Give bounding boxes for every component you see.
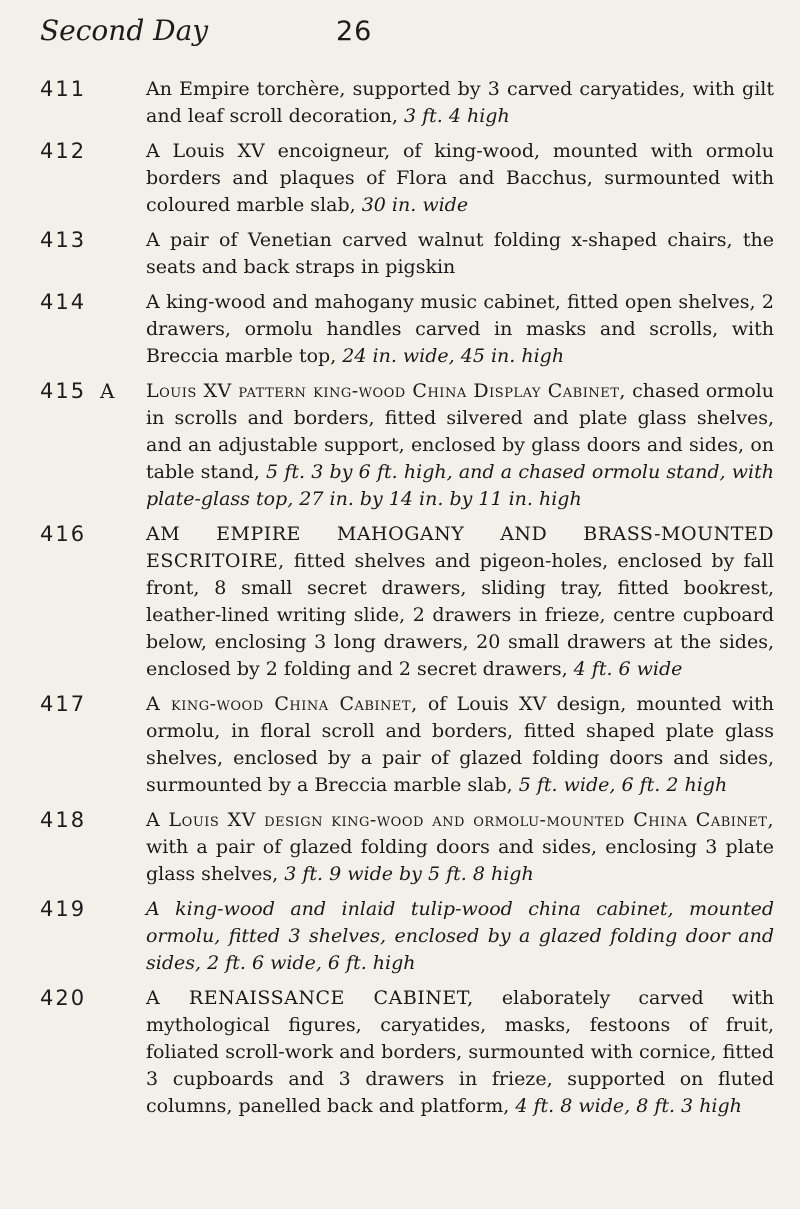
lot-text: A Louis XV encoigneur, of king-wood, mounted with ormolu borders and plaques of Flora and Bacchus, surmounted with coloured marble slab, <box>146 140 774 216</box>
lot-entry <box>40 289 774 370</box>
page-number: 26 <box>336 16 373 47</box>
lot-text: elaborately carved with mythological figures, caryatides, masks, festoons of fruit, foliated scroll-work and borders, surmounted with cornice, fitted 3 cupboards and 3 drawers in frieze, supported on fluted columns, panelled back and platform, <box>146 987 774 1117</box>
lot-description <box>146 691 774 799</box>
lot-description <box>146 227 774 281</box>
lot-entry <box>40 985 774 1120</box>
lot-prefix: A <box>100 379 115 403</box>
lot-entry <box>40 807 774 888</box>
page-header <box>40 14 774 66</box>
lot-number: 414 <box>40 290 87 314</box>
lot-dimensions: 4 ft. 6 wide <box>573 658 683 680</box>
lot-number: 415 <box>40 379 87 403</box>
lot-text: An Empire torchère, supported by 3 carved caryatides, with gilt and leaf scroll decoration, <box>146 78 774 127</box>
lot-text: of Louis XV design, mounted with ormolu, in floral scroll and borders, fitted shaped plate glass shelves, enclosed by a pair of glazed folding doors and sides, surmounted by a Breccia marble slab, <box>146 693 774 796</box>
lot-lead: Louis XV pattern king-wood China Display Cabinet, <box>146 380 626 402</box>
lot-description <box>146 807 774 888</box>
lot-text: A king-wood and mahogany music cabinet, fitted open shelves, 2 drawers, ormolu handles carved in masks and scrolls, with Breccia marble top, <box>146 291 774 367</box>
lot-dimensions: 5 ft. 3 by 6 ft. high, and a chased ormolu stand, with plate-glass top, 27 in. by 14 in. by 11 in. high <box>146 461 774 510</box>
lot-entry <box>40 227 774 281</box>
lot-entry <box>40 76 774 130</box>
lot-dimensions: 2 ft. 6 wide, 6 ft. high <box>207 952 416 974</box>
lot-description <box>146 896 774 977</box>
lot-lead: AM EMPIRE MAHOGANY AND BRASS-MOUNTED ESCRITOIRE, <box>146 523 774 572</box>
lot-lead: A Louis XV design king-wood and ormolu-mounted China Cabinet, <box>146 809 774 831</box>
lot-entry <box>40 691 774 799</box>
lot-entry <box>40 521 774 683</box>
lot-number: 417 <box>40 692 87 716</box>
lot-entry <box>40 896 774 977</box>
lot-number: 416 <box>40 522 87 546</box>
lot-number: 418 <box>40 808 87 832</box>
lot-number: 412 <box>40 139 87 163</box>
lot-description <box>146 521 774 683</box>
lot-entry <box>40 138 774 219</box>
lot-description <box>146 76 774 130</box>
lot-lead: A king-wood China Cabinet, <box>146 693 418 715</box>
lot-list <box>40 76 774 1120</box>
lot-number: 420 <box>40 986 87 1010</box>
lot-description <box>146 378 774 513</box>
lot-text: A king-wood and inlaid tulip-wood china cabinet, mounted ormolu, fitted 3 shelves, enclosed by a glazed folding door and sides, <box>146 898 774 974</box>
lot-description <box>146 985 774 1120</box>
lot-dimensions: 5 ft. wide, 6 ft. 2 high <box>518 774 728 796</box>
lot-lead: A RENAISSANCE CABINET, <box>146 987 474 1009</box>
lot-text: fitted shelves and pigeon-holes, enclosed by fall front, 8 small secret drawers, sliding tray, fitted bookrest, leather-lined writing slide, 2 drawers in frieze, centre cupboard below, enclosing 3 long drawers, 20 small drawers at the sides, enclosed by 2 folding and 2 secret drawers, <box>146 550 774 680</box>
lot-description <box>146 289 774 370</box>
lot-number: 419 <box>40 897 87 921</box>
lot-number: 411 <box>40 77 87 101</box>
lot-entry <box>40 378 774 513</box>
lot-dimensions: 30 in. wide <box>361 194 469 216</box>
lot-description <box>146 138 774 219</box>
running-head: Second Day <box>40 14 209 47</box>
lot-text: A pair of Venetian carved walnut folding x-shaped chairs, the seats and back straps in pigskin <box>146 229 774 278</box>
lot-dimensions: 3 ft. 9 wide by 5 ft. 8 high <box>284 863 534 885</box>
lot-dimensions: 4 ft. 8 wide, 8 ft. 3 high <box>515 1095 742 1117</box>
lot-dimensions: 24 in. wide, 45 in. high <box>342 345 565 367</box>
lot-text: chased ormolu in scrolls and borders, fitted silvered and plate glass shelves, and an adjustable support, enclosed by glass doors and sides, on table stand, <box>146 380 774 483</box>
lot-dimensions: 3 ft. 4 high <box>403 105 510 127</box>
lot-text: with a pair of glazed folding doors and sides, enclosing 3 plate glass shelves, <box>146 836 774 885</box>
lot-number: 413 <box>40 228 87 252</box>
